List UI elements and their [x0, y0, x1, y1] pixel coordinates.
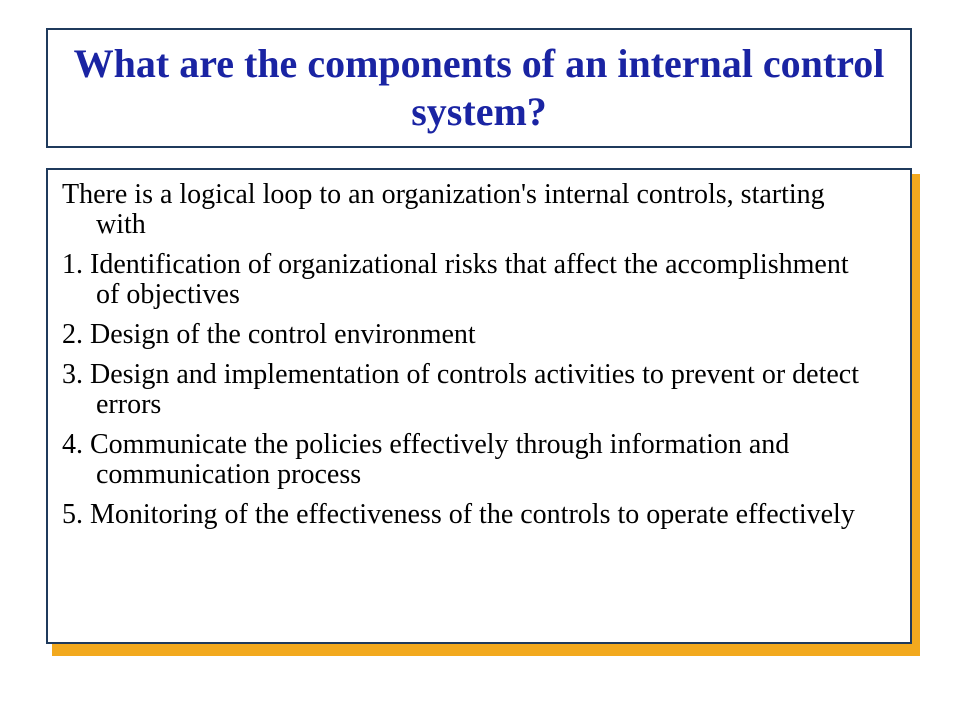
- list-item-5: 5. Monitoring of the effectiveness of the controls to operate effectively: [62, 499, 855, 530]
- list-item-4: 4. Communicate the policies effectively through information and communication process: [62, 429, 790, 490]
- list-item-3: 3. Design and implementation of controls activities to prevent or detect errors: [62, 359, 860, 420]
- list-item-1: 1. Identification of organizational risks that affect the accomplishment of objectives: [62, 249, 849, 310]
- intro-paragraph: There is a logical loop to an organization's internal controls, starting with: [62, 179, 825, 240]
- list-item-2: 2. Design of the control environment: [62, 319, 476, 350]
- title-box: [46, 28, 912, 148]
- slide-title: What are the components of an internal control system?: [73, 41, 885, 134]
- content-box: [46, 168, 912, 644]
